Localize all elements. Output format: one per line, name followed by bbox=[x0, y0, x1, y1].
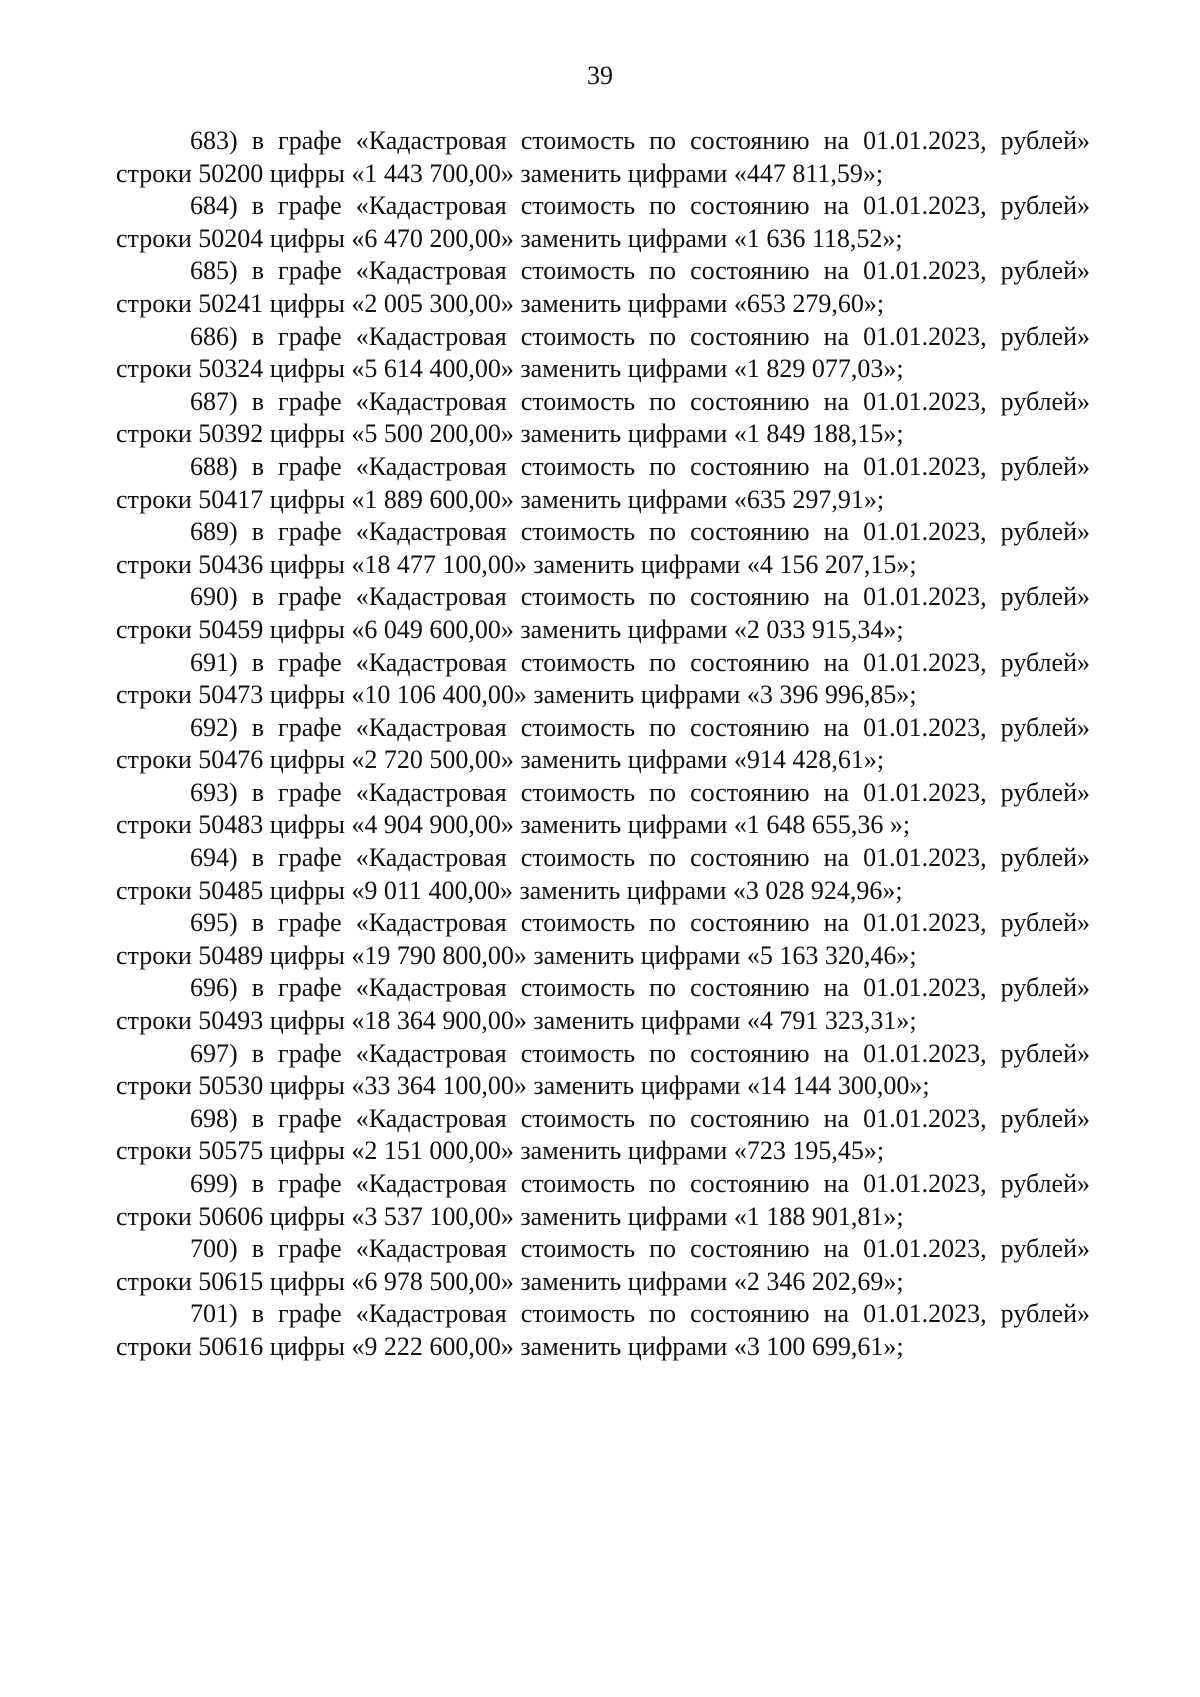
list-item: 701) в графе «Кадастровая стоимость по состоянию на 01.01.2023, рублей» строки 50616 цифры «9 222 600,00» заменить цифрами «3 100 699,61»; bbox=[116, 1299, 1090, 1361]
list-item: 684) в графе «Кадастровая стоимость по состоянию на 01.01.2023, рублей» строки 50204 цифры «6 470 200,00» заменить цифрами «1 636 118,52»; bbox=[116, 191, 1090, 253]
list-item: 687) в графе «Кадастровая стоимость по состоянию на 01.01.2023, рублей» строки 50392 цифры «5 500 200,00» заменить цифрами «1 849 188,15»; bbox=[116, 386, 1090, 449]
list-item: 699) в графе «Кадастровая стоимость по состоянию на 01.01.2023, рублей» строки 50606 цифры «3 537 100,00» заменить цифрами «1 188 901,81»; bbox=[116, 1169, 1090, 1231]
list-item: 693) в графе «Кадастровая стоимость по состоянию на 01.01.2023, рублей» строки 50483 цифры «4 904 900,00» заменить цифрами «1 648 655,36 »; bbox=[116, 777, 1090, 840]
list-item: 695) в графе «Кадастровая стоимость по состоянию на 01.01.2023, рублей» строки 50489 цифры «19 790 800,00» заменить цифрами «5 163 320,46»; bbox=[116, 908, 1090, 970]
page-number: 39 bbox=[587, 61, 613, 90]
list-item: 698) в графе «Кадастровая стоимость по состоянию на 01.01.2023, рублей» строки 50575 цифры «2 151 000,00» заменить цифрами «723 195,45»; bbox=[116, 1103, 1090, 1166]
list-item: 692) в графе «Кадастровая стоимость по состоянию на 01.01.2023, рублей» строки 50476 цифры «2 720 500,00» заменить цифрами «914 428,61»; bbox=[116, 712, 1090, 775]
list-item: 683) в графе «Кадастровая стоимость по состоянию на 01.01.2023, рублей» строки 50200 цифры «1 443 700,00» заменить цифрами «447 811,59»; bbox=[116, 126, 1090, 188]
list-item: 694) в графе «Кадастровая стоимость по состоянию на 01.01.2023, рублей» строки 50485 цифры «9 011 400,00» заменить цифрами «3 028 924,96»; bbox=[116, 843, 1090, 905]
list-item: 686) в графе «Кадастровая стоимость по состоянию на 01.01.2023, рублей» строки 50324 цифры «5 614 400,00» заменить цифрами «1 829 077,03»; bbox=[116, 321, 1090, 384]
list-item: 690) в графе «Кадастровая стоимость по состоянию на 01.01.2023, рублей» строки 50459 цифры «6 049 600,00» заменить цифрами «2 033 915,34»; bbox=[116, 582, 1090, 644]
list-item: 689) в графе «Кадастровая стоимость по состоянию на 01.01.2023, рублей» строки 50436 цифры «18 477 100,00» заменить цифрами «4 156 207,15»; bbox=[116, 517, 1090, 579]
list-item: 691) в графе «Кадастровая стоимость по состоянию на 01.01.2023, рублей» строки 50473 цифры «10 106 400,00» заменить цифрами «3 396 996,85»; bbox=[116, 647, 1090, 710]
list-item: 697) в графе «Кадастровая стоимость по состоянию на 01.01.2023, рублей» строки 50530 цифры «33 364 100,00» заменить цифрами «14 144 300,00»; bbox=[116, 1038, 1090, 1101]
list-item: 688) в графе «Кадастровая стоимость по состоянию на 01.01.2023, рублей» строки 50417 цифры «1 889 600,00» заменить цифрами «635 297,91»; bbox=[116, 451, 1090, 514]
list-item: 685) в графе «Кадастровая стоимость по состоянию на 01.01.2023, рублей» строки 50241 цифры «2 005 300,00» заменить цифрами «653 279,60»; bbox=[116, 256, 1090, 318]
list-item: 700) в графе «Кадастровая стоимость по состоянию на 01.01.2023, рублей» строки 50615 цифры «6 978 500,00» заменить цифрами «2 346 202,69»; bbox=[116, 1234, 1090, 1296]
document-body bbox=[116, 125, 1090, 1364]
list-item: 696) в графе «Кадастровая стоимость по состоянию на 01.01.2023, рублей» строки 50493 цифры «18 364 900,00» заменить цифрами «4 791 323,31»; bbox=[116, 973, 1090, 1036]
